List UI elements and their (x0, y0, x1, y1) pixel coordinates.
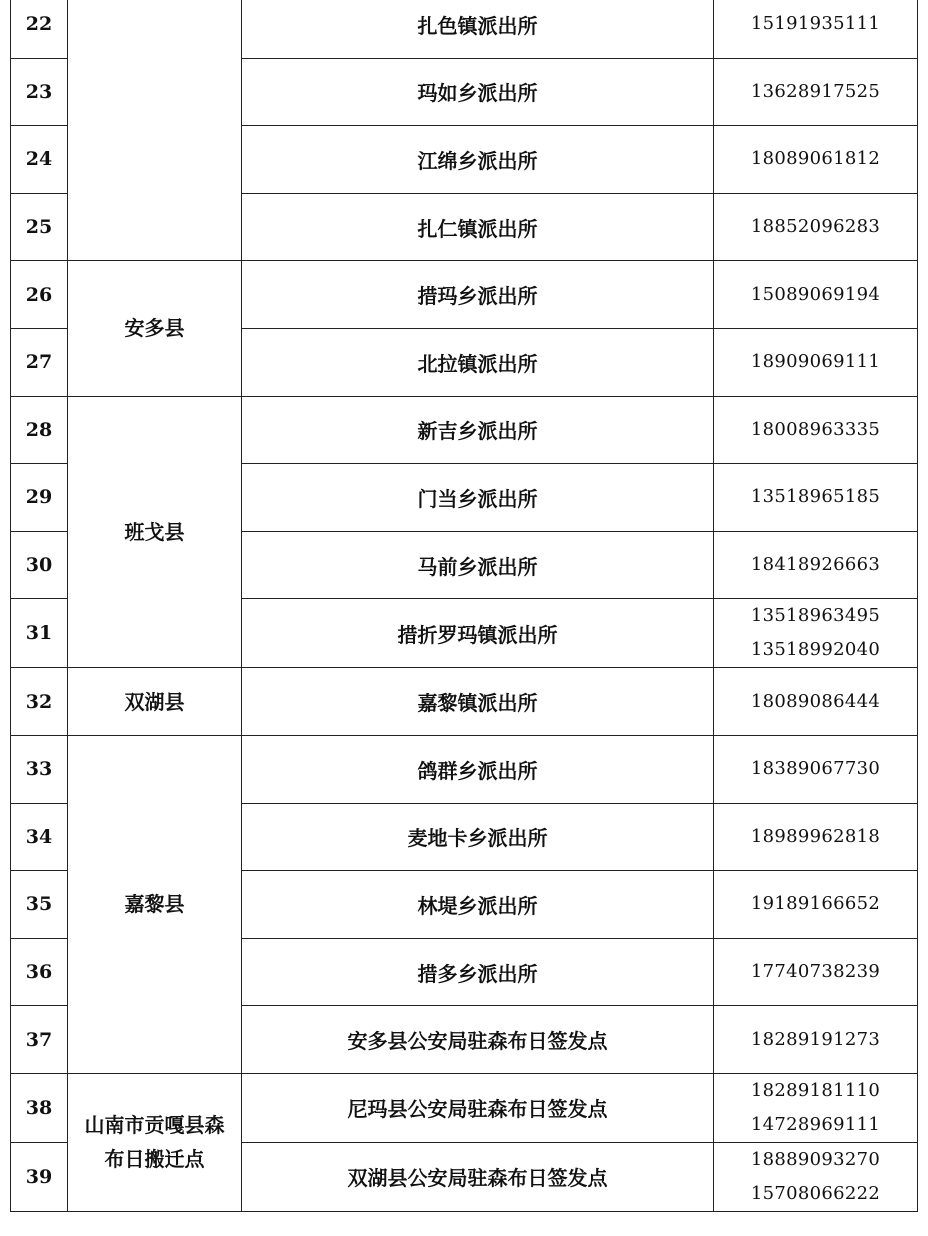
table-row (11, 0, 918, 58)
station-name: 新吉乡派出所 (242, 396, 714, 464)
station-name: 鸽群乡派出所 (242, 735, 714, 803)
phone-number: 18989962818 (750, 825, 881, 847)
phone-number: 18889093270 (750, 1148, 881, 1170)
station-name: 扎仁镇派出所 (242, 193, 714, 261)
phone-cell (714, 871, 918, 939)
phone-number: 18289191273 (750, 1028, 881, 1050)
county-cell (68, 1073, 242, 1211)
phone-cell (714, 1142, 918, 1211)
phone-number: 14728969111 (750, 1113, 881, 1135)
table-row (11, 735, 918, 803)
phone-number: 19189166652 (750, 893, 881, 915)
phone-number: 18418926663 (750, 554, 881, 576)
phone-cell (714, 1006, 918, 1074)
table-body (11, 0, 918, 1211)
phone-cell (714, 58, 918, 126)
row-number: 31 (11, 599, 68, 668)
station-name: 马前乡派出所 (242, 531, 714, 599)
station-name: 扎色镇派出所 (242, 0, 714, 58)
county-cell: 双湖县 (68, 668, 242, 736)
row-number: 26 (11, 261, 68, 329)
phone-cell (714, 261, 918, 329)
phone-number: 13518965185 (750, 486, 881, 508)
row-number: 25 (11, 193, 68, 261)
phone-cell (714, 531, 918, 599)
phone-cell (714, 599, 918, 668)
phone-number: 18289181110 (750, 1079, 881, 1101)
phone-number: 17740738239 (750, 961, 881, 983)
row-number: 34 (11, 803, 68, 871)
station-name: 玛如乡派出所 (242, 58, 714, 126)
phone-cell (714, 0, 918, 58)
phone-cell (714, 396, 918, 464)
county-cell: 安多县 (68, 261, 242, 396)
row-number: 30 (11, 531, 68, 599)
row-number: 35 (11, 871, 68, 939)
station-name: 嘉黎镇派出所 (242, 668, 714, 736)
row-number: 38 (11, 1073, 68, 1142)
county-cell: 班戈县 (68, 396, 242, 668)
station-name: 北拉镇派出所 (242, 328, 714, 396)
row-number: 36 (11, 938, 68, 1006)
station-name: 双湖县公安局驻森布日签发点 (242, 1142, 714, 1211)
county-cell: 嘉黎县 (68, 735, 242, 1073)
phone-cell (714, 803, 918, 871)
phone-number: 18089086444 (750, 690, 881, 712)
phone-number: 18852096283 (750, 216, 881, 238)
phone-cell (714, 1073, 918, 1142)
station-name: 尼玛县公安局驻森布日签发点 (242, 1073, 714, 1142)
station-name: 安多县公安局驻森布日签发点 (242, 1006, 714, 1074)
table-row (11, 396, 918, 464)
row-number: 39 (11, 1142, 68, 1211)
station-name: 措玛乡派出所 (242, 261, 714, 329)
row-number: 32 (11, 668, 68, 736)
phone-cell (714, 735, 918, 803)
phone-cell (714, 938, 918, 1006)
row-number: 28 (11, 396, 68, 464)
table-row (11, 261, 918, 329)
phone-number: 15191935111 (750, 13, 881, 35)
row-number: 33 (11, 735, 68, 803)
station-name: 措折罗玛镇派出所 (242, 599, 714, 668)
phone-number: 15708066222 (750, 1182, 881, 1204)
phone-number: 13518992040 (750, 639, 881, 661)
row-number: 24 (11, 126, 68, 194)
table-row (11, 1073, 918, 1142)
row-number: 27 (11, 328, 68, 396)
station-name: 江绵乡派出所 (242, 126, 714, 194)
station-name: 林堤乡派出所 (242, 871, 714, 939)
row-number: 22 (11, 0, 68, 58)
station-name: 门当乡派出所 (242, 464, 714, 532)
station-name: 措多乡派出所 (242, 938, 714, 1006)
phone-number: 15089069194 (750, 283, 881, 305)
phone-number: 13628917525 (750, 80, 881, 102)
phone-number: 18089061812 (750, 148, 881, 170)
county-name-line: 布日搬迁点 (104, 1147, 205, 1172)
row-number: 29 (11, 464, 68, 532)
table-row (11, 668, 918, 736)
police-station-table (10, 0, 918, 1212)
phone-cell (714, 668, 918, 736)
phone-number: 13518963495 (750, 605, 881, 627)
phone-number: 18389067730 (750, 758, 881, 780)
phone-number: 18008963335 (750, 418, 881, 440)
county-name-line: 山南市贡嘎县森 (84, 1113, 225, 1138)
station-name: 麦地卡乡派出所 (242, 803, 714, 871)
phone-cell (714, 193, 918, 261)
row-number: 37 (11, 1006, 68, 1074)
county-cell (68, 0, 242, 261)
row-number: 23 (11, 58, 68, 126)
phone-cell (714, 328, 918, 396)
phone-cell (714, 126, 918, 194)
phone-number: 18909069111 (750, 351, 881, 373)
phone-cell (714, 464, 918, 532)
